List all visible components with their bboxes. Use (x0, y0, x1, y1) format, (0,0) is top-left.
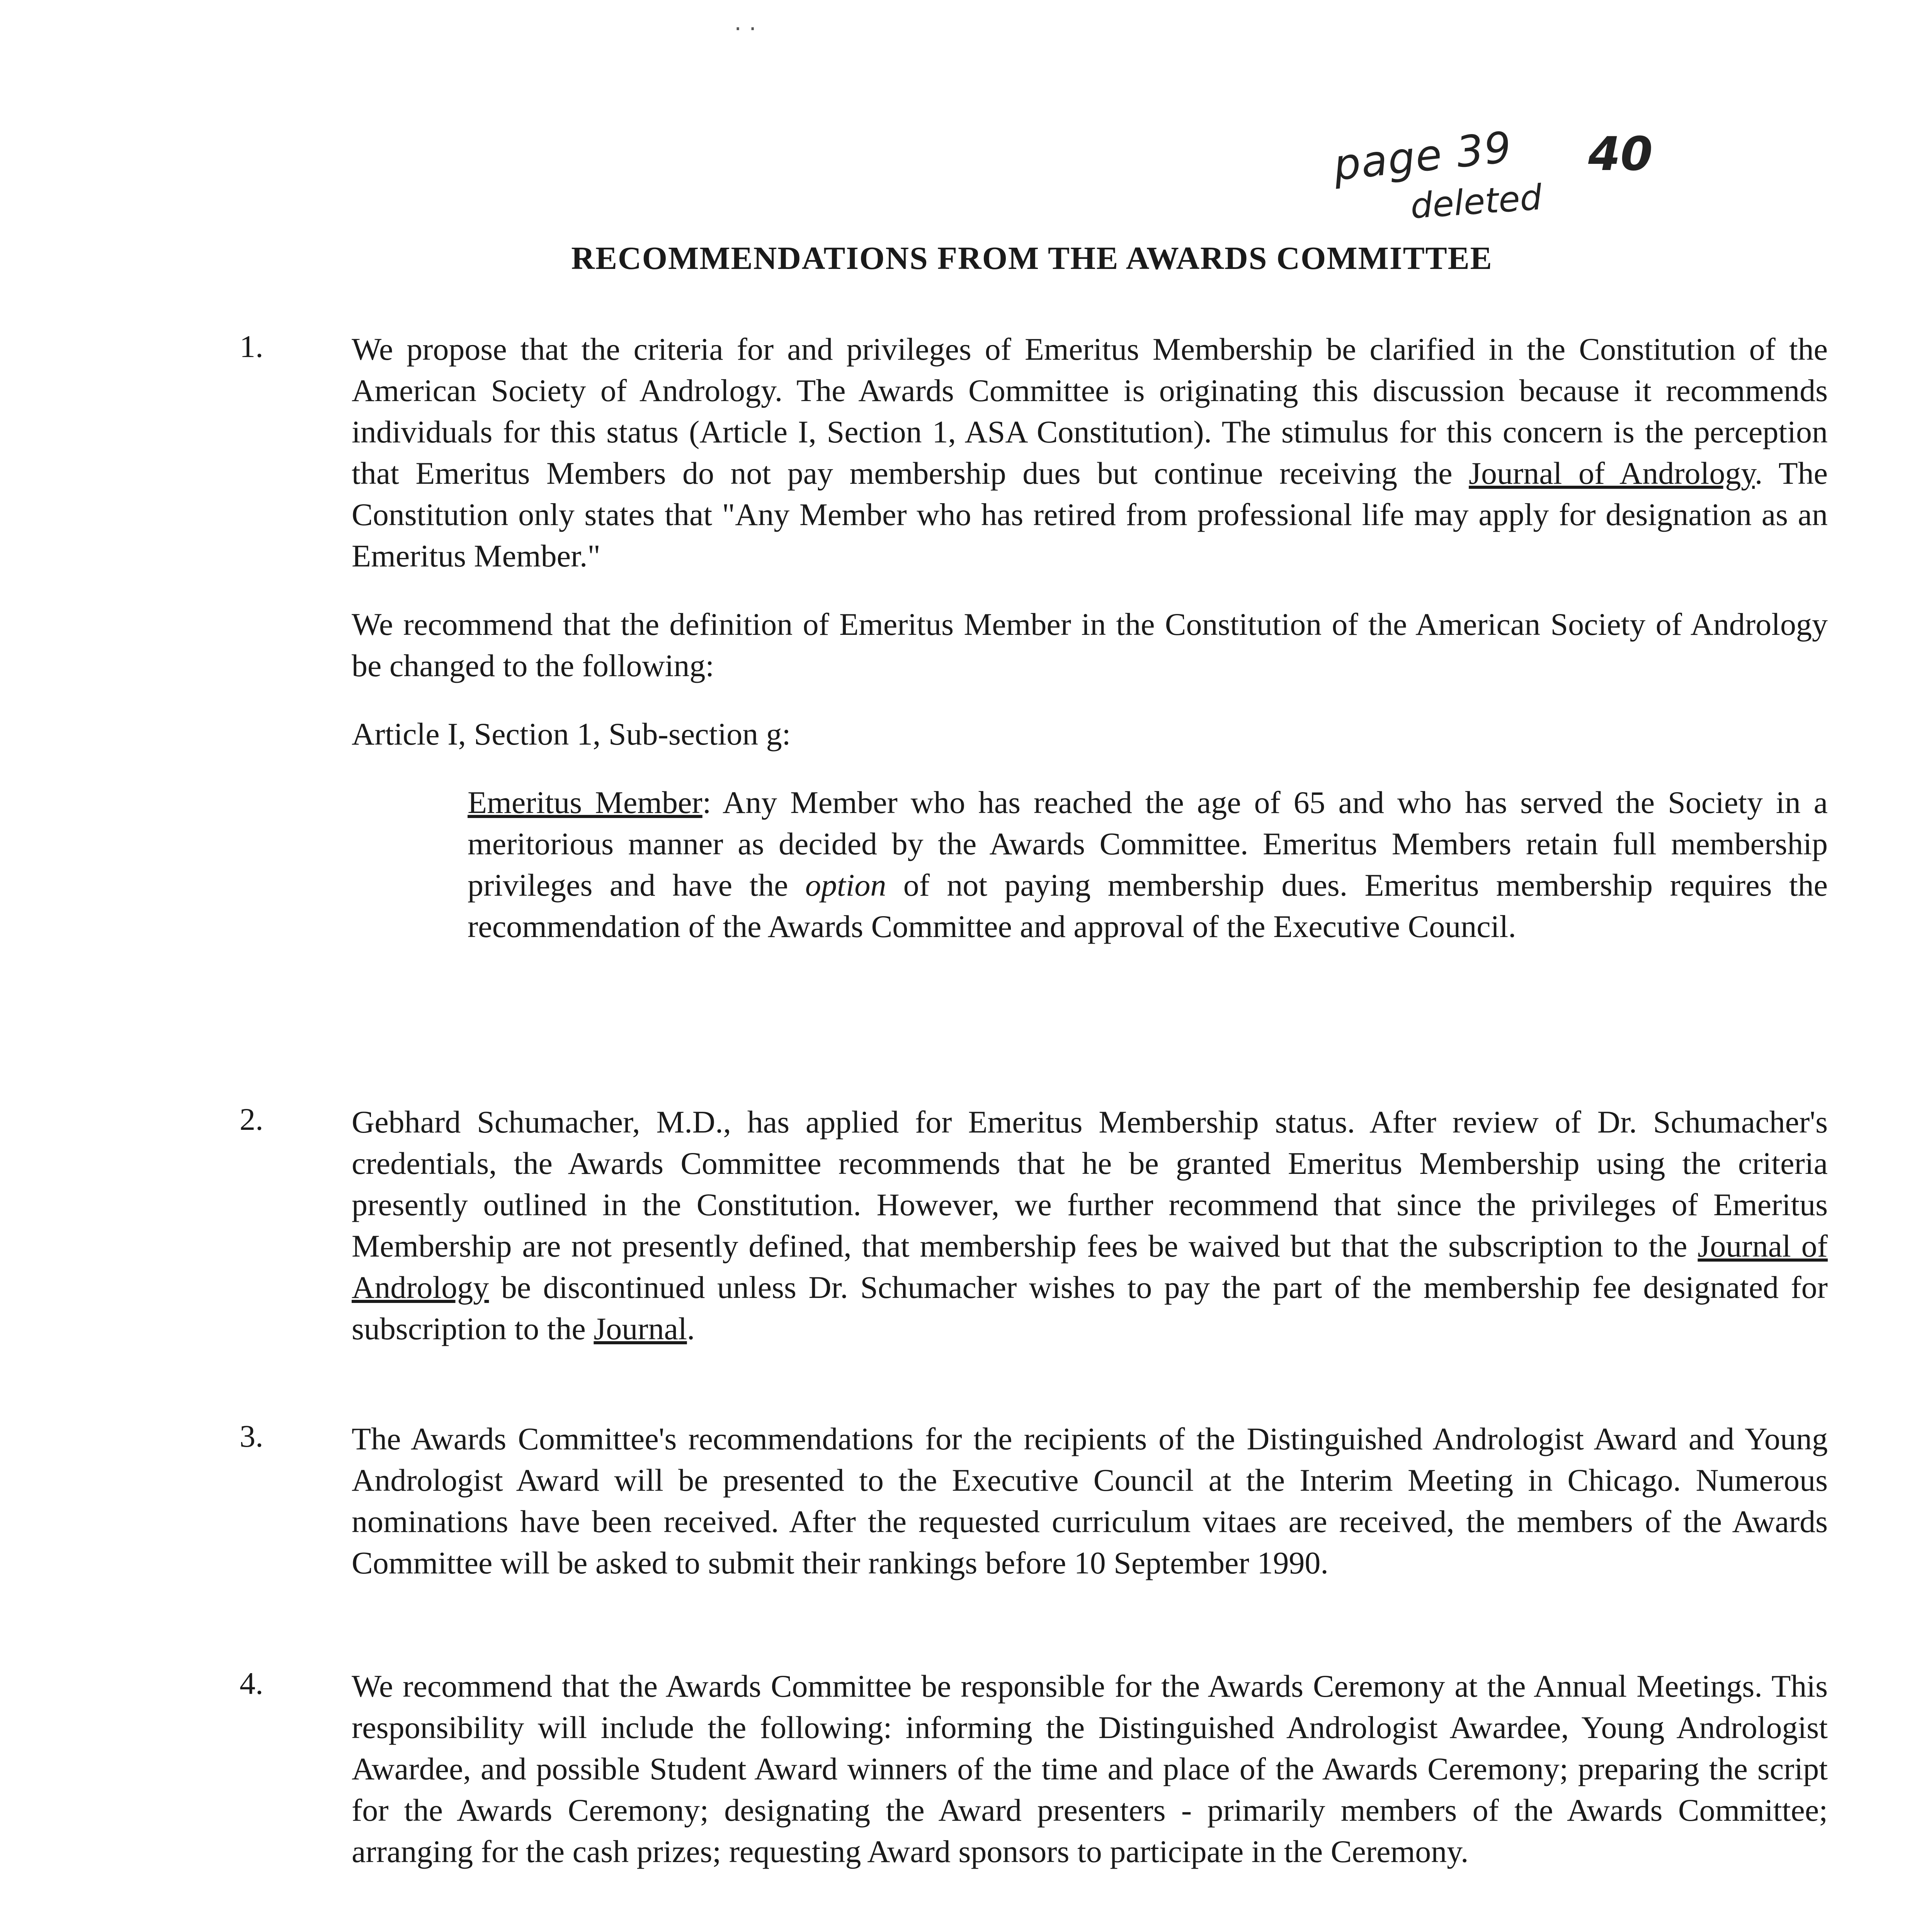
item-body: The Awards Committee's recommendations for the recipients of the Distinguished Andrologist Award and Young Andrologist Award will be presented to the Executive Council at the Interim Meeting in Chicago. Numerous nominations have been received. After the requested curriculum vitaes are received, the members of the Awards Committee will be asked to submit their rankings before 10 September 1990. (352, 1421, 1828, 1580)
handwritten-deleted-note: deleted (1409, 177, 1543, 227)
item-number: 1. (240, 329, 264, 364)
journal-title: Journal (594, 1311, 687, 1346)
handwritten-page-note: page 39 (1331, 122, 1515, 190)
item-number: 3. (240, 1418, 264, 1454)
item-number: 4. (240, 1666, 264, 1701)
journal-title: Journal of Andrology (1469, 456, 1755, 491)
item-body: Gebhard Schumacher, M.D., has applied for Emeritus Membership status. After review of Dr. Schumacher's credentials, the Awards Committee recommends that he be granted Emeritus Membership using the criteria presently outlined in the Constitution. However, we further recommend that since the privileges of Emeritus Membership are not presently defined, that membership fees be waived but that the subscription to the Journal of Andrology be discontinued unless Dr. Schumacher wishes to pay the part of the membership fee designated for subscription to the Journal. (352, 1104, 1828, 1346)
defined-term: Emeritus Member (468, 785, 703, 820)
emeritus-definition: Emeritus Member: Any Member who has reached the age of 65 and who has served the Society in a meritorious manner as decided by the Awards Committee. Emeritus Members retain full membership privileges and have the option of not paying membership dues. Emeritus membership requires the recommendation of the Awards Committee and approval of the Executive Council. (468, 785, 1828, 944)
item-number: 2. (240, 1102, 264, 1137)
item-1-paragraph-2: We recommend that the definition of Emeritus Member in the Constitution of the American Society of Andrology be changed to the following: (352, 607, 1828, 683)
item-1-paragraph-3: Article I, Section 1, Sub-section g: (352, 716, 791, 752)
page-title: RECOMMENDATIONS FROM THE AWARDS COMMITTEE (571, 240, 1493, 276)
item-body (352, 328, 1828, 974)
scan-specks: · · (734, 15, 757, 43)
journal-title: Journal of Andrology (352, 1228, 1828, 1305)
item-1-paragraph-1: We propose that the criteria for and privileges of Emeritus Membership be clarified in the Constitution of the American Society of Andrology. The Awards Committee is originating this discussion because it recommends individuals for this status (Article I, Section 1, ASA Constitution). The stimulus for this concern is the perception that Emeritus Members do not pay membership dues but continue receiving the Journal of Andrology. The Constitution only states that "Any Member who has retired from professional life may apply for designation as an Emeritus Member." (352, 332, 1828, 573)
handwritten-page-number: 40 (1588, 128, 1653, 181)
item-body: We recommend that the Awards Committee be responsible for the Awards Ceremony at the Annual Meetings. This responsibility will include the following: informing the Distinguished Andrologist Awardee, Young Andrologist Awardee, and possible Student Award winners of the time and place of the Awards Ceremony; preparing the script for the Awards Ceremony; designating the Award presenters - primarily members of the Awards Committee; arranging for the cash prizes; requesting Award sponsors to participate in the Ceremony. (352, 1668, 1828, 1869)
